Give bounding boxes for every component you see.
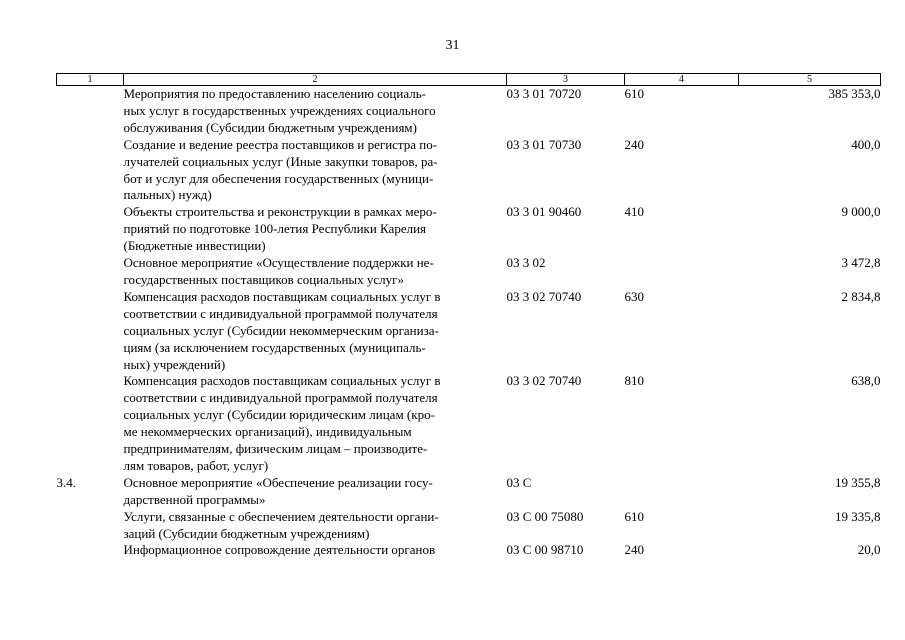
row-name: Основное мероприятие «Обеспечение реализации госу- дарственной программы» [123,474,433,507]
row-code: 03 3 02 [506,255,546,271]
row-number [57,204,124,255]
row-number [57,289,124,374]
table-row [57,509,881,543]
row-name: Создание и ведение реестра поставщиков и регистра по- лучателей социальных услуг (Иные закупки товаров, ра- бот и услуг для обеспечения государственных (муници- пальных) нужд) [123,136,438,203]
row-number [57,542,124,559]
table-row [57,289,881,374]
row-expense-type [625,475,739,509]
table-row [57,86,881,137]
row-amount: 19 355,8 [835,474,881,490]
page-number: 31 [445,38,460,53]
column-header-2: 2 [124,74,507,86]
row-name: Компенсация расходов поставщикам социальных услуг в соответствии с индивидуальной программой получателя социальных услуг (Субсидии юридическим лицам (кро- ме некоммерческих организаций), индивидуальным предпринимателям, физическим лицам – производите- лям товаров, работ, услуг) [123,373,441,473]
row-code: 03 3 01 90460 [506,204,582,220]
row-amount: 20,0 [857,542,881,558]
row-expense-type [625,255,739,289]
budget-table [56,73,881,559]
column-number-row [57,74,881,86]
row-amount: 385 353,0 [828,86,881,101]
row-amount: 2 834,8 [841,288,881,304]
column-header-5: 5 [739,74,881,86]
table-row [57,475,881,509]
row-expense-type: 240 [624,542,644,558]
row-code: 03 С 00 98710 [506,542,584,558]
row-expense-type: 810 [624,373,644,389]
row-amount: 400,0 [851,136,881,152]
row-number [57,137,124,205]
table-row [57,373,881,474]
row-expense-type: 630 [624,288,644,304]
row-code: 03 3 02 70740 [506,373,582,389]
row-code: 03 3 01 70720 [506,86,582,101]
row-name: Мероприятия по предоставлению населению социаль- ных услуг в государственных учреждениях социального обслуживания (Субсидии бюджетным учреждениям) [123,86,436,135]
table-row [57,255,881,289]
row-number [57,373,124,474]
row-code: 03 С 00 75080 [506,508,584,524]
row-name: Услуги, связанные с обеспечением деятельности органи- заций (Субсидии бюджетным учреждениям) [123,508,439,541]
row-amount: 638,0 [851,373,881,389]
column-header-3: 3 [507,74,625,86]
row-name: Компенсация расходов поставщикам социальных услуг в соответствии с индивидуальной программой получателя социальных услуг (Субсидии некоммерческим организа- циям (за исключением государственных (муниципаль- ных) учреждений) [123,288,441,372]
row-expense-type: 410 [624,204,644,220]
row-code: 03 3 01 70730 [506,136,582,152]
row-name: Информационное сопровождение деятельности органов [123,542,436,558]
row-code: 03 С [506,474,532,490]
row-amount: 3 472,8 [841,255,881,271]
table-row [57,137,881,205]
row-amount: 19 335,8 [835,508,881,524]
row-expense-type: 240 [624,136,644,152]
row-number [57,509,124,543]
row-expense-type: 610 [624,86,644,101]
table-row [57,204,881,255]
table-row [57,542,881,559]
column-header-4: 4 [625,74,739,86]
row-name: Основное мероприятие «Осуществление поддержки не- государственных поставщиков социальных услуг» [123,255,434,287]
row-expense-type: 610 [624,508,644,524]
row-number [57,255,124,289]
row-number: 3.4. [56,474,76,490]
column-header-1: 1 [57,74,124,86]
row-name: Объекты строительства и реконструкции в рамках меро- приятий по подготовке 100-летия Республики Карелия (Бюджетные инвестиции) [123,204,437,254]
row-amount: 9 000,0 [841,204,881,220]
row-code: 03 3 02 70740 [506,288,582,304]
row-number [57,86,124,137]
